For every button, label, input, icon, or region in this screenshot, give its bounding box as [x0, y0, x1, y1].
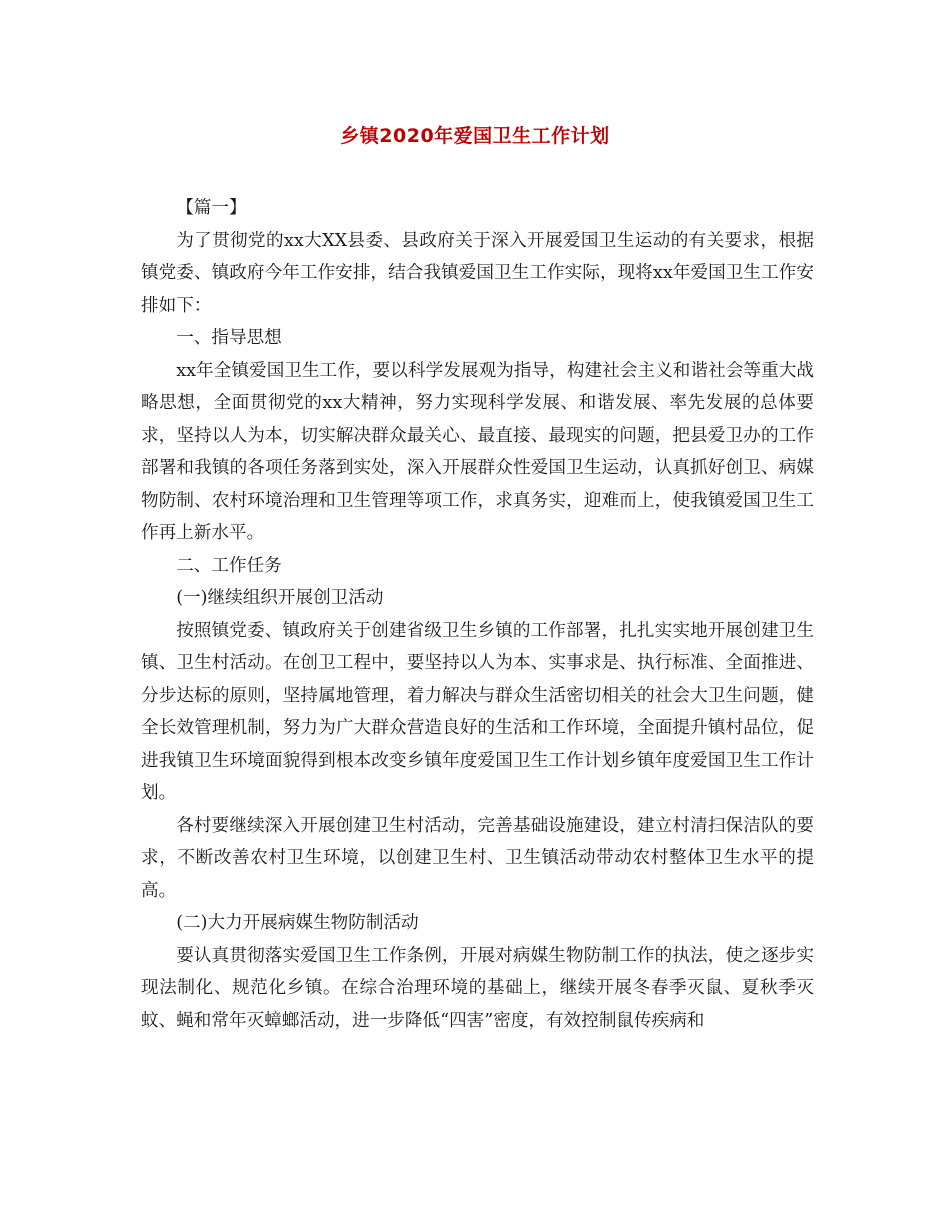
section-label: 【篇一】 — [176, 198, 247, 218]
paragraph-guiding-thought: xx年全镇爱国卫生工作，要以科学发展观为指导，构建社会主义和谐社会等重大战略思想，全面贯彻党的xx大精神，努力实现科学发展、和谐发展、率先发展的总体要求，坚持以人为本，切实解决群众最关心、最直接、最现实的问题，把县爱卫办的工作部署和我镇的各项任务落到实处，深入开展群众性爱国卫生运动，认真抓好创卫、病媒物防制、农村环境治理和卫生管理等项工作，求真务实，迎难而上，使我镇爱国卫生工作再上新水平。 — [141, 360, 814, 543]
heading-guiding-thought: 一、指导思想 — [176, 328, 282, 348]
heading-work-tasks: 二、工作任务 — [176, 555, 282, 576]
paragraph-intro: 为了贯彻党的xx大XX县委、县政府关于深入开展爱国卫生运动的有关要求，根据镇党委、镇政府今年工作安排，结合我镇爱国卫生工作实际，现将xx年爱国卫生工作安排如下： — [141, 230, 814, 316]
paragraph-task-2: 要认真贯彻落实爱国卫生工作条例，开展对病媒生物防制工作的执法，使之逐步实现法制化、规范化乡镇。在综合治理环境的基础上，继续开展冬春季灭鼠、夏秋季灭蚊、蝇和常年灭蟑螂活动，进一步降低“四害”密度，有效控制鼠传疾病和 — [141, 945, 814, 1031]
subheading-task-1: (一)继续组织开展创卫活动 — [176, 588, 384, 608]
subheading-task-2: (二)大力开展病媒生物防制活动 — [176, 913, 419, 933]
document-title: 乡镇2020年爱国卫生工作计划 — [340, 125, 610, 147]
paragraph-task-1: 按照镇党委、镇政府关于创建省级卫生乡镇的工作部署，扎扎实实地开展创建卫生镇、卫生村活动。在创卫工程中，要坚持以人为本、实事求是、执行标准、全面推进、分步达标的原则，坚持属地管理，着力解决与群众生活密切相关的社会大卫生问题，健全长效管理机制，努力为广大群众营造良好的生活和工作环境，全面提升镇村品位，促进我镇卫生环境面貌得到根本改变乡镇年度爱国卫生工作计划乡镇年度爱国卫生工作计划。 — [141, 620, 814, 803]
document-body — [141, 192, 814, 1037]
paragraph-task-1-villages: 各村要继续深入开展创建卫生村活动，完善基础设施建设，建立村清扫保洁队的要求，不断改善农村卫生环境，以创建卫生村、卫生镇活动带动农村整体卫生水平的提高。 — [141, 815, 814, 901]
